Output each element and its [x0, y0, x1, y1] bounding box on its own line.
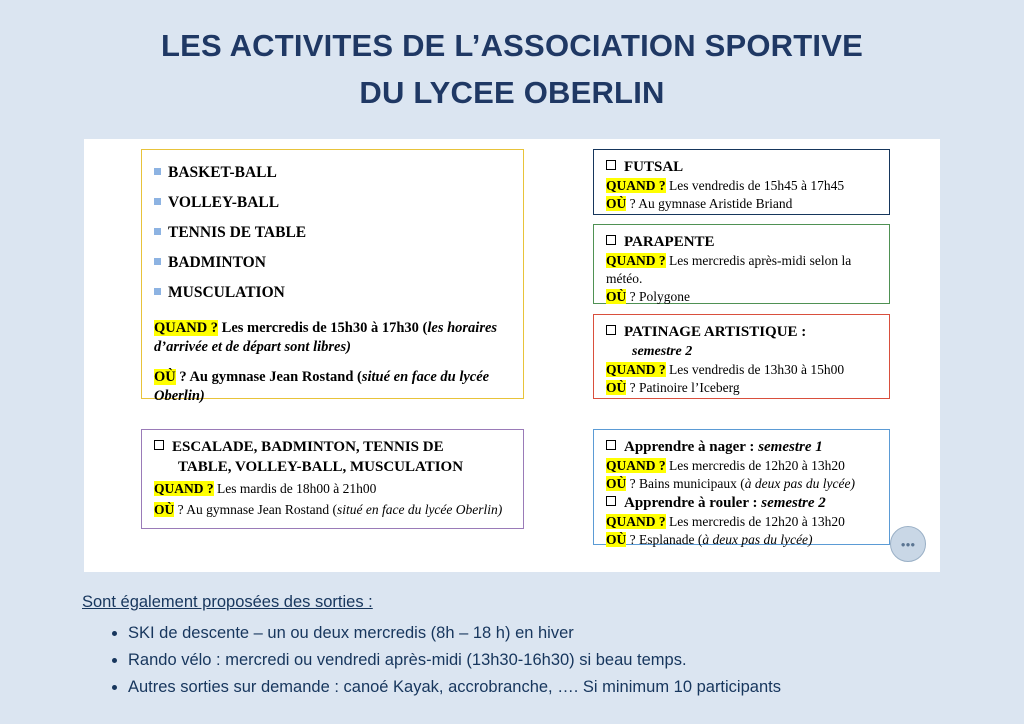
- quand-label: QUAND ?: [606, 514, 666, 529]
- list-item: [154, 278, 513, 308]
- ou-note: situé en face du lycée Oberlin): [154, 369, 490, 404]
- hollow-square-icon: [606, 440, 616, 450]
- location-line: [606, 531, 881, 549]
- quand-text: Les mercredis de 15h30 à 17h30 (: [218, 320, 428, 336]
- hollow-square-icon: [606, 160, 616, 170]
- quand-label: QUAND ?: [606, 458, 666, 473]
- ou-text: ? Patinoire l’Iceberg: [626, 380, 740, 395]
- hollow-square-icon: [606, 325, 616, 335]
- content-board: [84, 139, 940, 572]
- schedule-line: [606, 457, 881, 475]
- ou-label: OÙ: [606, 196, 627, 211]
- quand-note: les horaires d’arrivée et de départ sont libres): [154, 320, 498, 355]
- title-line-1: LES ACTIVITES DE L’ASSOCIATION SPORTIVE: [161, 28, 863, 63]
- hollow-square-icon: [154, 440, 164, 450]
- square-bullet-icon: [154, 198, 161, 205]
- square-bullet-icon: [154, 258, 161, 265]
- heading-line-1: ESCALADE, BADMINTON, TENNIS DE: [172, 439, 444, 455]
- list-item: [154, 218, 513, 248]
- quand-label: QUAND ?: [154, 481, 214, 496]
- location-line: [606, 379, 881, 397]
- ou-note: à deux pas du lycée): [744, 476, 855, 491]
- ou-text: ? Au gymnase Jean Rostand (: [175, 369, 362, 385]
- square-bullet-icon: [154, 288, 161, 295]
- activity-heading: [606, 232, 881, 252]
- heading-text: PARAPENTE: [624, 234, 715, 250]
- quand-text: Les vendredis de 15h45 à 17h45: [665, 178, 845, 193]
- ou-text: ? Polygone: [626, 289, 690, 304]
- quand-text: Les mardis de 18h00 à 21h00: [213, 481, 377, 496]
- activity-heading: [606, 322, 881, 342]
- heading-text: Apprendre à rouler :: [624, 495, 758, 511]
- ou-label: OÙ: [606, 289, 627, 304]
- list-item: [154, 188, 513, 218]
- quand-label: QUAND ?: [606, 362, 666, 377]
- heading-text: PATINAGE ARTISTIQUE :: [624, 324, 807, 340]
- quand-label: QUAND ?: [154, 320, 219, 336]
- square-bullet-icon: [154, 168, 161, 175]
- hollow-square-icon: [606, 235, 616, 245]
- schedule-line: [606, 513, 881, 531]
- quand-label: QUAND ?: [606, 178, 666, 193]
- list-item: • SKI de descente – un ou deux mercredis (8h – 18 h) en hiver: [128, 620, 982, 647]
- quand-text: Les mercredis après-midi selon la météo.: [606, 253, 852, 286]
- page-title: [0, 0, 1024, 116]
- sport-label: BASKET-BALL: [168, 164, 277, 181]
- schedule-line: [606, 177, 881, 195]
- sport-label: VOLLEY-BALL: [168, 194, 280, 211]
- title-line-2: DU LYCEE OBERLIN: [359, 75, 665, 110]
- schedule-line: [606, 252, 881, 288]
- footer-list: [82, 620, 982, 701]
- quand-text: Les mercredis de 12h20 à 13h20: [665, 458, 845, 473]
- activity-heading: [606, 437, 881, 457]
- corner-badge-icon: ●●●: [890, 526, 926, 562]
- schedule-line: [606, 361, 881, 379]
- location-line: [154, 368, 513, 406]
- ou-note: à deux pas du lycée): [702, 532, 813, 547]
- activity-box-indoor-sports: [141, 149, 524, 404]
- footer-lead: Sont également proposées des sorties :: [82, 593, 373, 611]
- activity-heading: [606, 493, 881, 513]
- heading-text: FUTSAL: [624, 159, 684, 175]
- quand-text: Les mercredis de 12h20 à 13h20: [665, 514, 845, 529]
- list-item: • Autres sorties sur demande : canoé Kayak, accrobranche, …. Si minimum 10 participants: [128, 674, 982, 701]
- activity-heading: [154, 437, 515, 477]
- hollow-square-icon: [606, 496, 616, 506]
- ou-label: OÙ: [606, 532, 627, 547]
- sport-label: TENNIS DE TABLE: [168, 224, 307, 241]
- ou-label: OÙ: [606, 380, 627, 395]
- list-item: • Rando vélo : mercredi ou vendredi après-midi (13h30-16h30) si beau temps.: [128, 647, 982, 674]
- ou-label: OÙ: [154, 369, 176, 385]
- ou-text: ? Au gymnase Aristide Briand: [626, 196, 793, 211]
- schedule-line: [154, 480, 515, 498]
- ou-label: OÙ: [154, 501, 175, 517]
- activity-heading: [606, 157, 881, 177]
- location-line: [606, 288, 881, 306]
- ou-label: OÙ: [606, 476, 627, 491]
- location-line: [606, 195, 881, 213]
- activity-box-parapente: [593, 224, 890, 304]
- semester-note: semestre 1: [754, 439, 823, 455]
- ou-text: ? Au gymnase Jean Rostand (: [174, 501, 337, 517]
- list-item: [154, 248, 513, 278]
- quand-text: Les vendredis de 13h30 à 15h00: [665, 362, 845, 377]
- sport-label: MUSCULATION: [168, 284, 285, 301]
- ou-text: ? Bains municipaux (: [626, 476, 745, 491]
- sport-label: BADMINTON: [168, 254, 266, 271]
- schedule-line: [154, 319, 513, 357]
- square-bullet-icon: [154, 228, 161, 235]
- location-line: [606, 475, 881, 493]
- quand-label: QUAND ?: [606, 253, 666, 268]
- footer-section: [82, 590, 982, 701]
- heading-text: Apprendre à nager :: [624, 439, 755, 455]
- semester-note: semestre 2: [632, 344, 693, 359]
- activity-box-nager-rouler: [593, 429, 890, 545]
- semester-note: semestre 2: [757, 495, 826, 511]
- ou-text: ? Esplanade (: [626, 532, 703, 547]
- location-line: [154, 501, 515, 519]
- activity-box-futsal: [593, 149, 890, 215]
- ou-note: situé en face du lycée Oberlin): [336, 501, 503, 517]
- activity-box-escalade: [141, 429, 524, 529]
- activity-box-patinage: [593, 314, 890, 399]
- list-item: [154, 158, 513, 188]
- heading-line-2: TABLE, VOLLEY-BALL, MUSCULATION: [178, 459, 464, 475]
